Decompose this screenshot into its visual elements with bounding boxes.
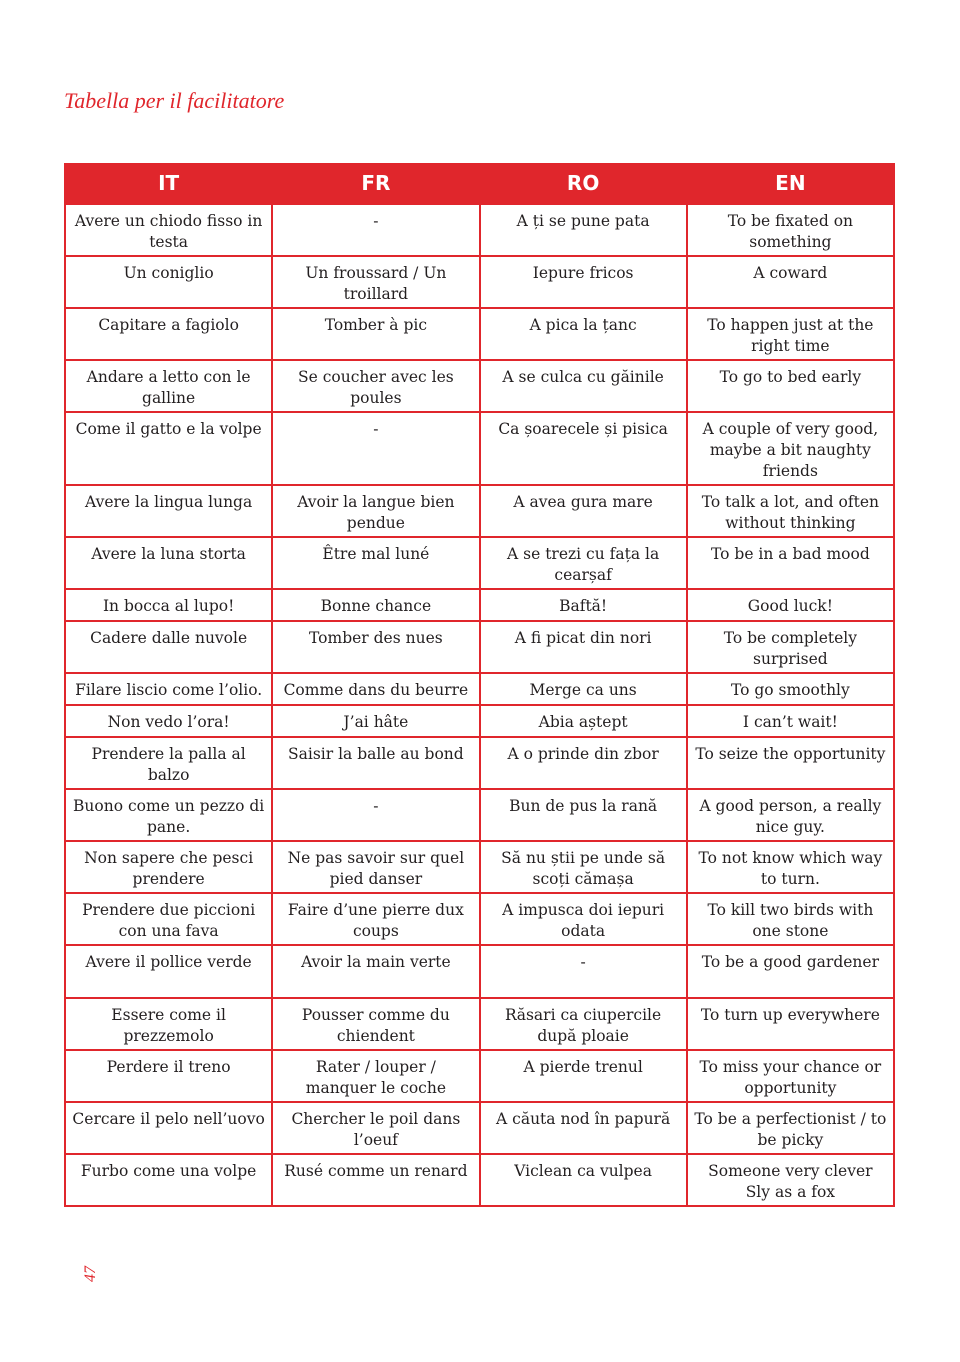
cell-it: Essere come il prezzemolo	[65, 998, 272, 1050]
cell-fr: Tomber des nues	[272, 621, 479, 673]
page-number: 47	[82, 1266, 99, 1282]
table-row	[65, 308, 894, 360]
cell-it: Avere la luna storta	[65, 537, 272, 589]
table-row	[65, 537, 894, 589]
cell-it: Cadere dalle nuvole	[65, 621, 272, 673]
table-row	[65, 360, 894, 412]
cell-en: To go smoothly	[687, 673, 894, 705]
cell-ro: Ca șoarecele și pisica	[480, 412, 687, 485]
column-header-en: EN	[687, 163, 894, 204]
cell-it: Non sapere che pesci prendere	[65, 841, 272, 893]
cell-en: To be a perfectionist / to be picky	[687, 1102, 894, 1154]
cell-fr: -	[272, 204, 479, 256]
cell-ro: A pierde trenul	[480, 1050, 687, 1102]
cell-en: To be fixated on something	[687, 204, 894, 256]
cell-en: A coward	[687, 256, 894, 308]
cell-ro: A pica la țanc	[480, 308, 687, 360]
cell-it: Capitare a fagiolo	[65, 308, 272, 360]
table-row	[65, 485, 894, 537]
cell-it: Avere un chiodo fisso in testa	[65, 204, 272, 256]
cell-it: Buono come un pezzo di pane.	[65, 789, 272, 841]
cell-ro: A fi picat din nori	[480, 621, 687, 673]
cell-ro: A impusca doi iepuri odata	[480, 893, 687, 945]
cell-en: To turn up everywhere	[687, 998, 894, 1050]
cell-it: Andare a letto con le galline	[65, 360, 272, 412]
cell-it: Un coniglio	[65, 256, 272, 308]
table-row	[65, 705, 894, 737]
cell-fr: Pousser comme du chiendent	[272, 998, 479, 1050]
column-header-it: IT	[65, 163, 272, 204]
cell-en: Someone very clever Sly as a fox	[687, 1154, 894, 1206]
table-row	[65, 841, 894, 893]
cell-it: Avere il pollice verde	[65, 945, 272, 998]
cell-ro: A o prinde din zbor	[480, 737, 687, 789]
cell-fr: -	[272, 789, 479, 841]
cell-en: Good luck!	[687, 589, 894, 621]
cell-en: I can’t wait!	[687, 705, 894, 737]
cell-ro: A avea gura mare	[480, 485, 687, 537]
cell-ro: Bun de pus la rană	[480, 789, 687, 841]
cell-ro: A se trezi cu fața la cearșaf	[480, 537, 687, 589]
table-row	[65, 1102, 894, 1154]
cell-it: Prendere due piccioni con una fava	[65, 893, 272, 945]
cell-it: Come il gatto e la volpe	[65, 412, 272, 485]
cell-it: Cercare il pelo nell’uovo	[65, 1102, 272, 1154]
table-row	[65, 256, 894, 308]
cell-fr: Avoir la langue bien pendue	[272, 485, 479, 537]
cell-en: To go to bed early	[687, 360, 894, 412]
cell-it: Filare liscio come l’olio.	[65, 673, 272, 705]
cell-en: To happen just at the right time	[687, 308, 894, 360]
cell-en: To not know which way to turn.	[687, 841, 894, 893]
cell-fr: Ne pas savoir sur quel pied danser	[272, 841, 479, 893]
cell-fr: Faire d’une pierre dux coups	[272, 893, 479, 945]
cell-fr: -	[272, 412, 479, 485]
cell-en: A good person, a really nice guy.	[687, 789, 894, 841]
cell-fr: Être mal luné	[272, 537, 479, 589]
table-row	[65, 737, 894, 789]
table-row	[65, 1050, 894, 1102]
cell-fr: Rusé comme un renard	[272, 1154, 479, 1206]
table-row	[65, 945, 894, 998]
cell-it: Perdere il treno	[65, 1050, 272, 1102]
cell-en: A couple of very good, maybe a bit naughty friends	[687, 412, 894, 485]
cell-it: Furbo come una volpe	[65, 1154, 272, 1206]
cell-ro: A căuta nod în papură	[480, 1102, 687, 1154]
cell-ro: Merge ca uns	[480, 673, 687, 705]
column-header-ro: RO	[480, 163, 687, 204]
cell-fr: Un froussard / Un troillard	[272, 256, 479, 308]
page-title: Tabella per il facilitatore	[64, 88, 285, 113]
cell-en: To miss your chance or opportunity	[687, 1050, 894, 1102]
table-row	[65, 673, 894, 705]
cell-ro: Viclean ca vulpea	[480, 1154, 687, 1206]
table-row	[65, 789, 894, 841]
table-row	[65, 621, 894, 673]
cell-fr: Chercher le poil dans l’oeuf	[272, 1102, 479, 1154]
cell-ro: Iepure fricos	[480, 256, 687, 308]
table-row	[65, 589, 894, 621]
cell-fr: Bonne chance	[272, 589, 479, 621]
column-header-fr: FR	[272, 163, 479, 204]
cell-ro: Abia aștept	[480, 705, 687, 737]
cell-it: In bocca al lupo!	[65, 589, 272, 621]
cell-fr: Rater / louper / manquer le coche	[272, 1050, 479, 1102]
idioms-table	[64, 163, 895, 1207]
cell-ro: A ți se pune pata	[480, 204, 687, 256]
cell-en: To be completely surprised	[687, 621, 894, 673]
cell-ro: A se culca cu găinile	[480, 360, 687, 412]
table-row	[65, 1154, 894, 1206]
cell-fr: Tomber à pic	[272, 308, 479, 360]
cell-ro: Baftă!	[480, 589, 687, 621]
cell-fr: Comme dans du beurre	[272, 673, 479, 705]
table-row	[65, 412, 894, 485]
cell-en: To talk a lot, and often without thinking	[687, 485, 894, 537]
cell-fr: Se coucher avec les poules	[272, 360, 479, 412]
table-header-row	[65, 163, 894, 204]
cell-fr: J’ai hâte	[272, 705, 479, 737]
cell-fr: Avoir la main verte	[272, 945, 479, 998]
cell-en: To seize the opportunity	[687, 737, 894, 789]
cell-ro: Să nu știi pe unde să scoți cămașa	[480, 841, 687, 893]
cell-it: Avere la lingua lunga	[65, 485, 272, 537]
cell-en: To be a good gardener	[687, 945, 894, 998]
cell-ro: -	[480, 945, 687, 998]
cell-it: Prendere la palla al balzo	[65, 737, 272, 789]
table-row	[65, 998, 894, 1050]
table-row	[65, 204, 894, 256]
table-row	[65, 893, 894, 945]
cell-fr: Saisir la balle au bond	[272, 737, 479, 789]
cell-ro: Răsari ca ciupercile după ploaie	[480, 998, 687, 1050]
cell-en: To kill two birds with one stone	[687, 893, 894, 945]
cell-it: Non vedo l’ora!	[65, 705, 272, 737]
cell-en: To be in a bad mood	[687, 537, 894, 589]
